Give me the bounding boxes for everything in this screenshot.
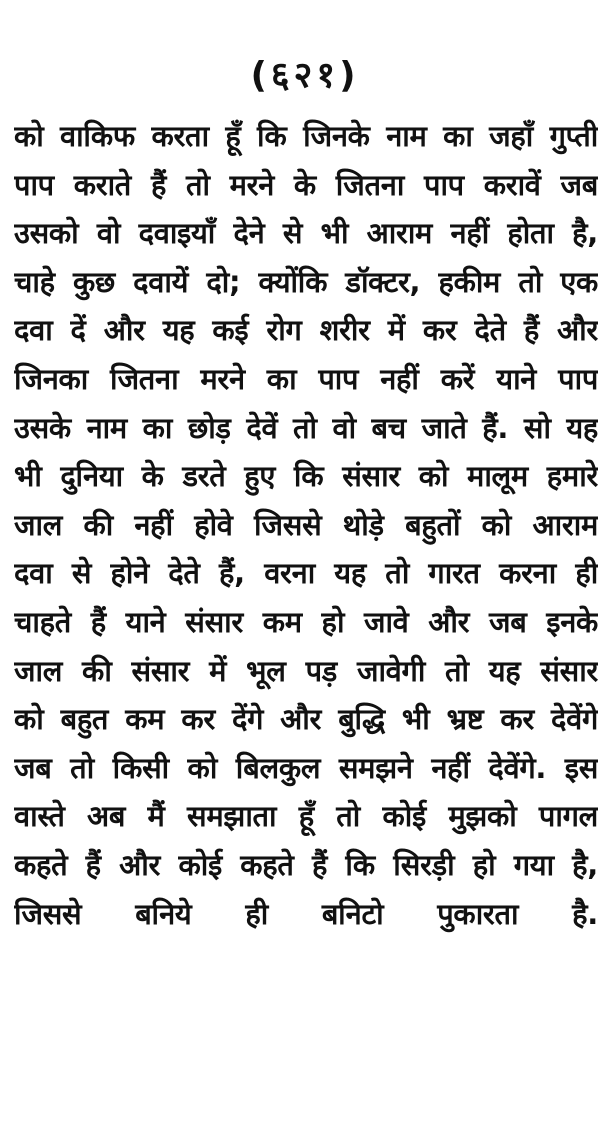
text-line: जाल की संसार में भूल पड़ जावेगी तो यह संसार — [14, 653, 598, 688]
text-line: पाप कराते हैं तो मरने के जितना पाप करावें जब — [14, 167, 598, 202]
text-line: कहते हैं और कोई कहते हैं कि सिरड़ी हो गया है, — [14, 847, 598, 882]
text-line: वास्ते अब मैं समझाता हूँ तो कोई मुझको पागल — [14, 799, 598, 834]
page-number: (६२१) — [250, 55, 360, 96]
text-line: को वाकिफ करता हूँ कि जिनके नाम का जहाँ गुप्ती — [14, 119, 598, 153]
text-line: जिससे बनिये ही बनिटो पुकारता है. — [14, 896, 598, 931]
text-line: जब तो किसी को बिलकुल समझने नहीं देवेंगे. इस — [14, 750, 598, 785]
text-line: उसके नाम का छोड़ देवें तो वो बच जाते हैं. सो यह — [14, 410, 598, 445]
text-line: उसको वो दवाइयाँ देने से भी आराम नहीं होता है, — [14, 216, 598, 251]
body-text — [14, 112, 598, 938]
text-line: दवा दें और यह कई रोग शरीर में कर देते हैं और — [14, 313, 598, 348]
text-line: जिनका जितना मरने का पाप नहीं करें याने पाप — [14, 361, 598, 396]
text-line: भी दुनिया के डरते हुए कि संसार को मालूम हमारे — [14, 459, 598, 494]
text-line: जाल की नहीं होवे जिससे थोड़े बहुतों को आराम — [14, 507, 598, 542]
text-line: चाहे कुछ दवायें दो; क्योंकि डॉक्टर, हकीम तो एक — [14, 264, 598, 299]
text-line: दवा से होने देते हैं, वरना यह तो गारत करना ही — [14, 556, 598, 591]
text-line: चाहते हैं याने संसार कम हो जावे और जब इनके — [14, 604, 598, 639]
text-line: को बहुत कम कर देंगे और बुद्धि भी भ्रष्ट कर देवेंगे — [14, 702, 598, 737]
